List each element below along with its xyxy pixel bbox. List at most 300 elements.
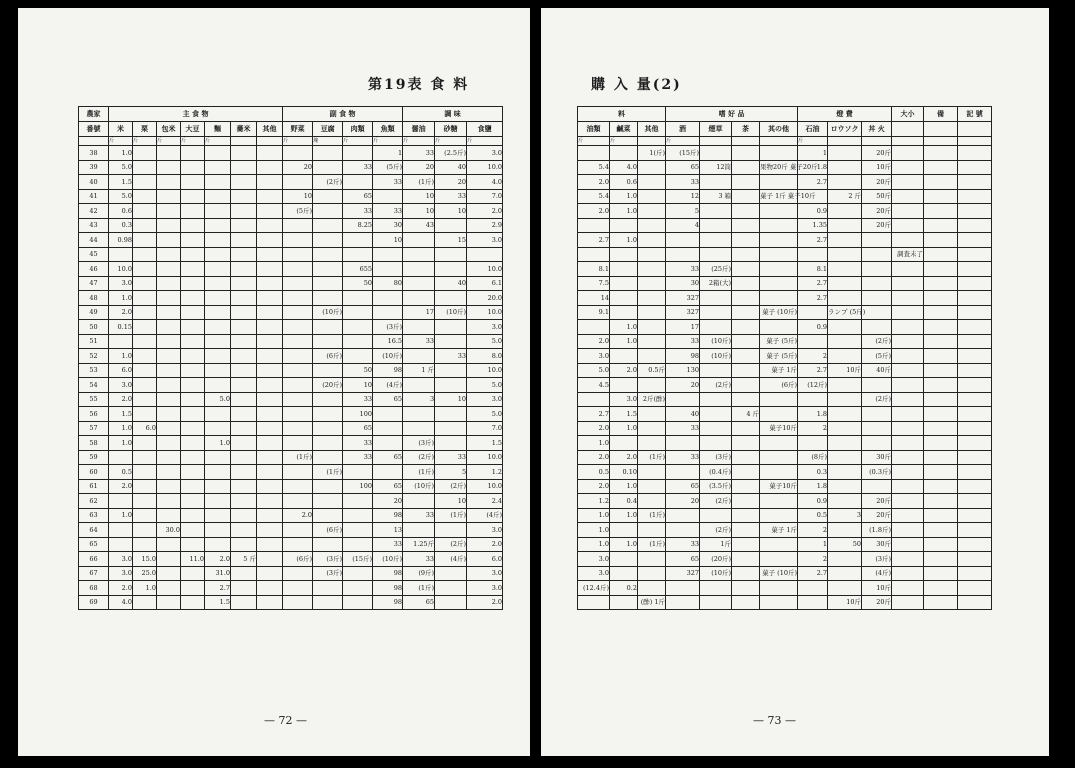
table-cell	[313, 595, 343, 610]
table-cell: 5.0	[109, 189, 133, 204]
table-cell: 2.7	[798, 363, 828, 378]
table-cell	[862, 421, 892, 436]
table-cell: 50	[343, 363, 373, 378]
table-cell: 20斤	[862, 204, 892, 219]
table-row	[578, 566, 992, 581]
table-cell: 4.0	[109, 595, 133, 610]
table-cell	[257, 204, 283, 219]
table-cell	[231, 160, 257, 175]
table-cell	[373, 247, 403, 262]
table-cell	[133, 479, 157, 494]
table-cell	[700, 595, 732, 610]
table-cell: 0.2	[610, 581, 638, 596]
table-cell: (4斤)	[467, 508, 503, 523]
table-cell: 33	[343, 450, 373, 465]
table-cell	[828, 175, 862, 190]
table-cell	[828, 552, 862, 567]
table-cell	[892, 334, 924, 349]
left-page	[18, 8, 530, 756]
table-cell	[109, 523, 133, 538]
table-cell	[828, 407, 862, 422]
table-cell: 菓子 1斤 菓子10斤	[760, 189, 798, 204]
table-row	[79, 204, 503, 219]
table-row	[578, 334, 992, 349]
table-cell: 40	[435, 160, 467, 175]
unit-cell	[257, 137, 283, 146]
table-row	[79, 566, 503, 581]
table-cell: 20斤	[862, 146, 892, 161]
table-cell	[257, 566, 283, 581]
table-cell: 20	[666, 378, 700, 393]
table-cell: (12.4斤)	[578, 581, 610, 596]
table-cell	[924, 581, 958, 596]
table-cell	[157, 262, 181, 277]
table-cell	[283, 595, 313, 610]
table-cell	[435, 421, 467, 436]
table-cell	[133, 523, 157, 538]
table-cell	[313, 334, 343, 349]
table-cell: 1.0	[610, 233, 638, 248]
table-cell: 1	[798, 146, 828, 161]
table-cell	[257, 508, 283, 523]
unit-cell	[862, 137, 892, 146]
table-cell	[205, 421, 231, 436]
table-cell: 31.0	[205, 566, 231, 581]
table-cell	[283, 363, 313, 378]
table-cell: 56	[79, 407, 109, 422]
table-cell	[181, 276, 205, 291]
column-header: 番號	[79, 122, 109, 137]
table-cell	[181, 160, 205, 175]
table-cell	[257, 175, 283, 190]
table-cell: 54	[79, 378, 109, 393]
table-cell	[133, 276, 157, 291]
column-header: 豆腐	[313, 122, 343, 137]
table-cell: 菓子 (10斤)	[760, 566, 798, 581]
table-cell	[313, 276, 343, 291]
table-cell: 2.9	[467, 218, 503, 233]
table-cell	[205, 175, 231, 190]
table-cell	[181, 247, 205, 262]
column-header: 其他	[257, 122, 283, 137]
table-cell	[732, 349, 760, 364]
table-cell: 30	[373, 218, 403, 233]
table-cell: 0.5	[109, 465, 133, 480]
table-cell	[924, 204, 958, 219]
table-row	[79, 160, 503, 175]
table-cell: 2.7	[205, 581, 231, 596]
table-cell	[343, 146, 373, 161]
table-cell	[205, 320, 231, 335]
table-cell	[638, 320, 666, 335]
table-cell	[133, 175, 157, 190]
table-cell	[666, 581, 700, 596]
table-cell	[958, 508, 992, 523]
table-cell: 43	[79, 218, 109, 233]
table-cell: 7.0	[467, 421, 503, 436]
table-cell	[924, 334, 958, 349]
group-header: 調 味	[403, 107, 503, 122]
table-row	[578, 276, 992, 291]
table-cell	[892, 363, 924, 378]
table-cell	[732, 450, 760, 465]
column-header: 酒	[666, 122, 700, 137]
table-cell	[133, 378, 157, 393]
table-cell: 10斤	[862, 160, 892, 175]
table-cell	[638, 378, 666, 393]
table-cell	[283, 566, 313, 581]
table-cell: 2.0	[610, 450, 638, 465]
table-cell	[231, 276, 257, 291]
table-cell	[231, 305, 257, 320]
table-cell: 3.0	[109, 276, 133, 291]
table-cell: (6斤)	[760, 378, 798, 393]
table-cell	[760, 218, 798, 233]
table-cell: 2.0	[109, 392, 133, 407]
table-cell	[133, 305, 157, 320]
table-cell	[231, 291, 257, 306]
table-cell	[638, 349, 666, 364]
table-cell	[760, 552, 798, 567]
table-cell	[798, 581, 828, 596]
table-row	[578, 479, 992, 494]
table-cell	[257, 479, 283, 494]
table-cell	[231, 566, 257, 581]
table-cell	[343, 349, 373, 364]
table-cell	[958, 189, 992, 204]
table-cell: (2斤)	[700, 523, 732, 538]
table-cell: 1.0	[109, 508, 133, 523]
table-cell: 1.0	[109, 146, 133, 161]
table-cell: 10.0	[467, 363, 503, 378]
table-cell: 2.7	[798, 276, 828, 291]
table-cell	[133, 334, 157, 349]
table-cell	[257, 146, 283, 161]
table-cell: 2.7	[798, 175, 828, 190]
table-cell: (10斤)	[373, 349, 403, 364]
table-cell: 1	[373, 146, 403, 161]
table-cell	[257, 247, 283, 262]
table-cell	[283, 291, 313, 306]
table-cell: (3斤)	[313, 566, 343, 581]
table-cell: 1.5	[205, 595, 231, 610]
table-cell: 98	[373, 508, 403, 523]
table-cell	[205, 334, 231, 349]
table-cell	[205, 204, 231, 219]
table-cell	[862, 320, 892, 335]
table-cell	[231, 262, 257, 277]
table-cell	[283, 407, 313, 422]
table-cell	[732, 204, 760, 219]
table-cell	[610, 566, 638, 581]
table-cell	[666, 247, 700, 262]
table-cell: 40	[435, 276, 467, 291]
table-row	[79, 421, 503, 436]
table-cell: 33	[403, 334, 435, 349]
purchase-table	[577, 106, 992, 610]
table-cell: (12斤)	[798, 378, 828, 393]
table-cell: 0.5	[798, 508, 828, 523]
table-cell: 98	[373, 566, 403, 581]
table-cell: 2.0	[467, 595, 503, 610]
table-cell: 3.0	[467, 320, 503, 335]
table-row	[79, 276, 503, 291]
table-cell	[373, 291, 403, 306]
table-cell	[231, 363, 257, 378]
table-row	[578, 494, 992, 509]
column-header: 其の他	[760, 122, 798, 137]
table-row	[79, 189, 503, 204]
unit-cell	[732, 137, 760, 146]
table-cell: 655	[343, 262, 373, 277]
column-header: 其他	[638, 122, 666, 137]
table-cell	[205, 508, 231, 523]
table-cell: 69	[79, 595, 109, 610]
table-row	[578, 247, 992, 262]
table-cell	[924, 537, 958, 552]
table-cell	[205, 349, 231, 364]
table-cell	[732, 363, 760, 378]
table-cell	[181, 595, 205, 610]
table-cell	[257, 363, 283, 378]
table-cell	[666, 595, 700, 610]
table-cell: 10.0	[467, 160, 503, 175]
table-cell: 33	[373, 204, 403, 219]
table-row	[79, 175, 503, 190]
table-cell: 調査未了	[892, 247, 924, 262]
table-cell	[958, 349, 992, 364]
table-cell: 50斤	[862, 189, 892, 204]
table-cell	[958, 204, 992, 219]
table-cell	[181, 146, 205, 161]
table-cell	[283, 465, 313, 480]
table-cell	[958, 218, 992, 233]
table-cell	[924, 421, 958, 436]
table-cell	[578, 392, 610, 407]
table-cell	[760, 276, 798, 291]
table-cell	[958, 276, 992, 291]
table-cell: 菓子 1斤	[760, 363, 798, 378]
table-cell: 3.0	[467, 146, 503, 161]
table-cell	[283, 421, 313, 436]
table-cell	[133, 262, 157, 277]
table-cell	[958, 160, 992, 175]
table-cell	[205, 146, 231, 161]
table-cell	[700, 291, 732, 306]
table-cell: 98	[373, 595, 403, 610]
table-row	[79, 146, 503, 161]
table-cell: (酢) 1斤	[638, 595, 666, 610]
table-cell: 1.0	[578, 436, 610, 451]
table-cell	[638, 421, 666, 436]
table-cell	[133, 160, 157, 175]
table-cell	[610, 552, 638, 567]
table-cell: 98	[373, 581, 403, 596]
table-cell	[181, 218, 205, 233]
table-cell: 10.0	[109, 262, 133, 277]
table-cell	[924, 465, 958, 480]
table-cell	[157, 465, 181, 480]
group-header: 大小	[892, 107, 924, 122]
table-cell	[610, 378, 638, 393]
table-cell: 65	[666, 552, 700, 567]
table-cell: 15.0	[133, 552, 157, 567]
table-row	[79, 334, 503, 349]
table-row	[79, 494, 503, 509]
table-cell	[343, 581, 373, 596]
table-cell: (10斤)	[700, 334, 732, 349]
table-cell: 45	[79, 247, 109, 262]
table-cell: 100	[343, 479, 373, 494]
table-row	[79, 407, 503, 422]
table-cell: 3.0	[467, 581, 503, 596]
table-cell: 20	[435, 175, 467, 190]
table-cell: 1.0	[109, 421, 133, 436]
table-cell: 10斤	[828, 363, 862, 378]
table-row	[578, 146, 992, 161]
table-cell: (2.5斤)	[435, 146, 467, 161]
table-cell	[924, 291, 958, 306]
column-header: 肉類	[343, 122, 373, 137]
table-cell	[343, 537, 373, 552]
table-cell: 0.5斤	[638, 363, 666, 378]
table-cell	[798, 436, 828, 451]
table-cell	[610, 218, 638, 233]
table-cell	[181, 494, 205, 509]
table-cell	[732, 552, 760, 567]
table-cell	[313, 407, 343, 422]
table-cell	[283, 262, 313, 277]
table-cell	[157, 320, 181, 335]
table-cell	[924, 218, 958, 233]
table-cell	[343, 465, 373, 480]
table-cell: 菓子 (5斤)	[760, 334, 798, 349]
table-cell: 33	[666, 262, 700, 277]
table-cell: 0.9	[798, 494, 828, 509]
table-row	[79, 291, 503, 306]
table-cell	[205, 407, 231, 422]
table-cell: (2斤)	[435, 537, 467, 552]
table-cell: 2.4	[467, 494, 503, 509]
table-cell: 8.1	[578, 262, 610, 277]
table-cell	[578, 218, 610, 233]
table-cell	[231, 436, 257, 451]
table-cell	[313, 494, 343, 509]
table-cell	[760, 508, 798, 523]
table-row	[578, 189, 992, 204]
table-cell	[257, 421, 283, 436]
table-cell	[958, 537, 992, 552]
table-cell	[732, 146, 760, 161]
table-cell: 10	[435, 204, 467, 219]
table-cell: 2.0	[578, 204, 610, 219]
table-cell: 10	[403, 189, 435, 204]
table-cell	[924, 320, 958, 335]
table-cell	[313, 436, 343, 451]
table-cell: 2.0	[578, 421, 610, 436]
table-cell	[958, 305, 992, 320]
table-cell: 2箱(大)	[700, 276, 732, 291]
table-cell	[231, 247, 257, 262]
table-cell	[610, 146, 638, 161]
table-cell	[157, 175, 181, 190]
table-cell	[231, 204, 257, 219]
table-cell	[862, 378, 892, 393]
unit-cell	[892, 137, 924, 146]
unit-cell	[760, 137, 798, 146]
table-cell	[924, 436, 958, 451]
table-cell	[578, 595, 610, 610]
table-cell	[157, 334, 181, 349]
table-cell: 16.5	[373, 334, 403, 349]
food-table	[78, 106, 503, 610]
page-number: — 73 —	[753, 714, 796, 727]
table-cell: (3斤)	[313, 552, 343, 567]
group-header: 嗜 好 品	[666, 107, 798, 122]
table-cell: (1斤)	[435, 508, 467, 523]
table-cell: 4.5	[578, 378, 610, 393]
column-header: 茶	[732, 122, 760, 137]
table-cell	[666, 508, 700, 523]
column-header: 丼 火	[862, 122, 892, 137]
table-cell: 1.0	[578, 523, 610, 538]
table-cell	[181, 378, 205, 393]
table-cell	[958, 494, 992, 509]
table-cell	[760, 262, 798, 277]
table-cell: 33	[343, 204, 373, 219]
table-row	[79, 450, 503, 465]
table-cell	[732, 566, 760, 581]
table-cell	[892, 349, 924, 364]
table-cell: 33	[403, 508, 435, 523]
table-cell: (2斤)	[435, 479, 467, 494]
group-header: 備	[924, 107, 958, 122]
table-cell	[732, 218, 760, 233]
table-cell	[638, 407, 666, 422]
table-cell: 3.0	[578, 552, 610, 567]
table-cell	[257, 407, 283, 422]
table-cell	[133, 146, 157, 161]
table-cell: 3.0	[467, 233, 503, 248]
table-cell	[924, 392, 958, 407]
table-cell: (20斤)	[700, 552, 732, 567]
unit-cell: 斤	[403, 137, 435, 146]
table-row	[578, 508, 992, 523]
table-cell: (6斤)	[313, 523, 343, 538]
table-cell	[231, 378, 257, 393]
table-cell	[133, 436, 157, 451]
table-cell: 5.0	[467, 407, 503, 422]
column-header: 油類	[578, 122, 610, 137]
page-number: — 72 —	[264, 714, 307, 727]
table-cell: 1.0	[610, 204, 638, 219]
table-cell: 1	[798, 537, 828, 552]
unit-cell: 斤	[181, 137, 205, 146]
table-cell: 3.0	[610, 392, 638, 407]
table-cell	[700, 581, 732, 596]
table-cell	[732, 305, 760, 320]
table-cell	[666, 465, 700, 480]
table-cell	[610, 247, 638, 262]
table-cell	[313, 363, 343, 378]
table-cell	[283, 349, 313, 364]
table-cell	[157, 305, 181, 320]
table-cell: 13	[373, 523, 403, 538]
table-cell: 17	[666, 320, 700, 335]
table-cell	[133, 204, 157, 219]
table-cell	[205, 450, 231, 465]
table-cell: 1.0	[610, 479, 638, 494]
